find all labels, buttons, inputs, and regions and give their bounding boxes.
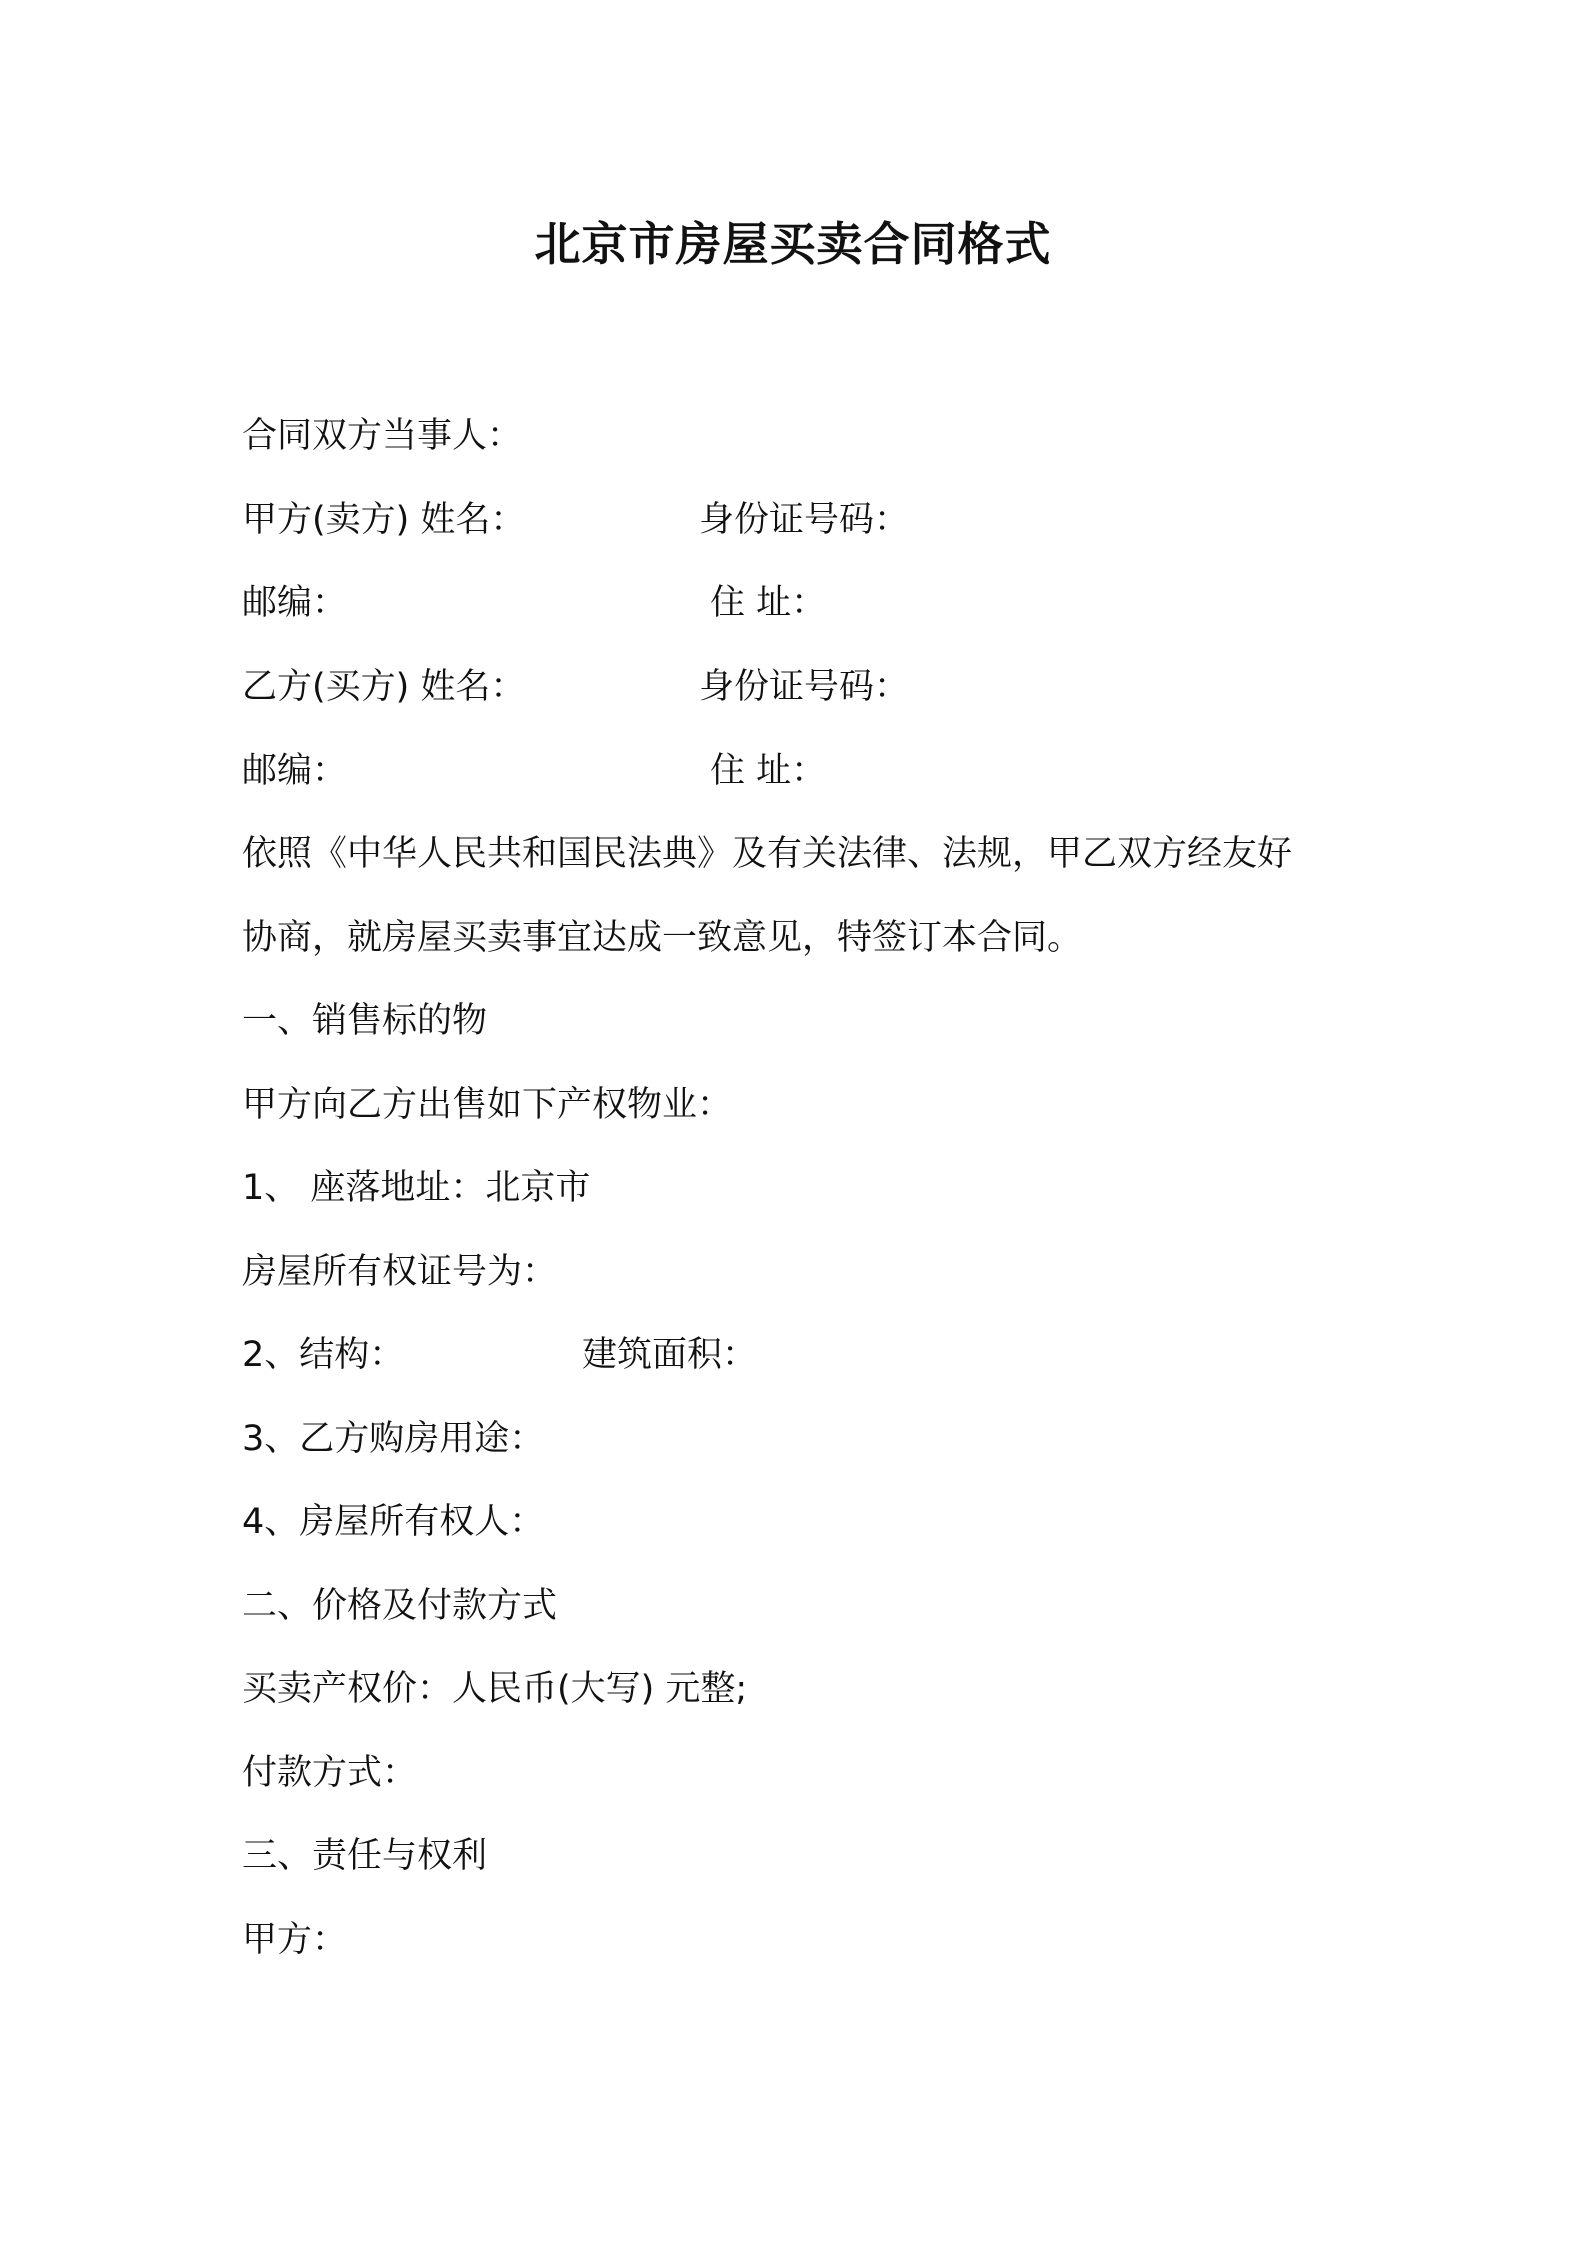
buyer-postcode-label: 邮编： <box>242 751 348 791</box>
section-3-heading: 三、责任与权利 <box>242 1836 488 1876</box>
preamble-line-1: 依照《中华人民共和国民法典》及有关法律、法规，甲乙双方经友好 <box>242 834 1293 874</box>
document-title: 北京市房屋买卖合同格式 <box>534 217 1052 271</box>
seller-postcode-label: 邮编： <box>242 583 348 623</box>
buyer-name-label: 乙方(买方) 姓名： <box>242 667 526 707</box>
section-1-item-2-structure: 2、结构： <box>242 1335 405 1375</box>
preamble-line-2: 协商，就房屋买卖事宜达成一致意见，特签订本合同。 <box>242 918 1083 958</box>
section-2-heading: 二、价格及付款方式 <box>242 1586 558 1626</box>
section-1-item-4: 4、房屋所有权人： <box>242 1502 545 1542</box>
buyer-id-label: 身份证号码： <box>699 667 910 707</box>
section-1-item-2-area: 建筑面积： <box>582 1335 758 1375</box>
parties-heading: 合同双方当事人： <box>242 416 523 456</box>
seller-address-label: 住 址： <box>710 583 827 623</box>
section-1-item-3: 3、乙方购房用途： <box>242 1419 545 1459</box>
section-3-party-a: 甲方： <box>242 1920 348 1960</box>
section-1-intro: 甲方向乙方出售如下产权物业： <box>242 1085 733 1125</box>
section-1-heading: 一、销售标的物 <box>242 1001 488 1041</box>
section-1-certificate: 房屋所有权证号为： <box>242 1252 558 1292</box>
section-2-payment: 付款方式： <box>242 1753 418 1793</box>
seller-id-label: 身份证号码： <box>699 500 910 540</box>
seller-name-label: 甲方(卖方) 姓名： <box>242 500 526 540</box>
section-1-item-1: 1、 座落地址：北京市 <box>242 1168 591 1208</box>
buyer-address-label: 住 址： <box>710 751 827 791</box>
section-2-price: 买卖产权价：人民币(大写) 元整; <box>242 1669 748 1709</box>
